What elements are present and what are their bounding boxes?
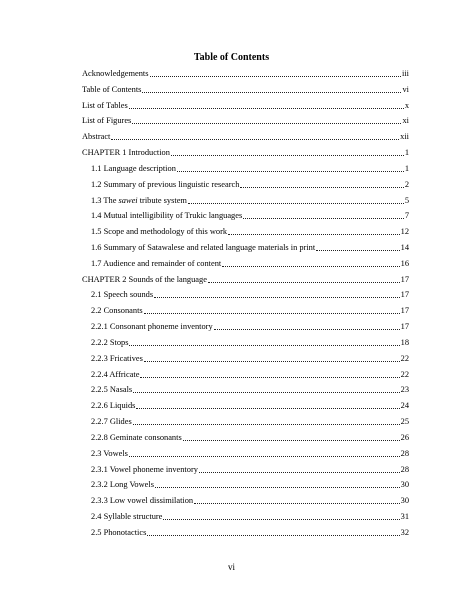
dot-leader [136, 399, 399, 409]
toc-entry-label: 2.2.7 Glides [91, 417, 132, 427]
toc-entry[interactable] [82, 114, 409, 127]
toc-entry-label: 1.5 Scope and methodology of this work [91, 227, 228, 237]
dot-leader [129, 447, 400, 457]
dot-leader [208, 273, 400, 283]
dot-leader [243, 209, 404, 219]
toc-entry-page: 26 [400, 432, 409, 442]
toc-entry[interactable] [82, 83, 409, 96]
toc-entry-page: xii [400, 132, 409, 142]
toc-entry[interactable] [82, 130, 409, 143]
toc-entry-page: xi [402, 116, 409, 126]
toc-entry-label: CHAPTER 2 Sounds of the language [82, 274, 207, 284]
dot-leader [183, 431, 400, 441]
toc-entry[interactable] [91, 494, 409, 507]
toc-entry-page: vi [402, 84, 409, 94]
toc-entry[interactable] [91, 178, 409, 191]
toc-entry-label: Acknowledgements [82, 69, 149, 78]
dot-leader [129, 336, 399, 346]
dot-leader [171, 146, 404, 156]
toc-entry-label-italic: sawei [118, 195, 138, 205]
dot-leader [199, 463, 400, 473]
toc-entry-label: 1.6 Summary of Satawalese and related language materials in print [91, 243, 316, 253]
toc-entry-page: 18 [400, 337, 409, 347]
toc-entry-label: Abstract [82, 132, 111, 142]
toc-entry-label: 2.5 Phonotactics [91, 527, 147, 537]
dot-leader [154, 288, 400, 298]
toc-entry-page: 22 [400, 353, 409, 363]
toc-entry-page: 23 [400, 385, 409, 395]
toc-entry-page: 31 [400, 511, 409, 521]
toc-entry-label-part: tribute system [137, 195, 187, 205]
toc-entry-page: x [404, 100, 409, 110]
toc-entry[interactable] [91, 257, 409, 270]
toc-entry-label: 2.4 Syllable structure [91, 511, 163, 521]
toc-entry[interactable] [91, 510, 409, 523]
toc-entry[interactable] [91, 415, 409, 428]
toc-entry-page: 25 [400, 417, 409, 427]
toc-entry[interactable] [91, 194, 409, 207]
toc-entry-label: 2.2.3 Fricatives [91, 353, 143, 363]
toc-entry-label: 2.2.8 Geminate consonants [91, 432, 182, 442]
toc-entry[interactable] [91, 368, 409, 381]
dot-leader [132, 114, 401, 124]
toc-entry[interactable] [91, 478, 409, 491]
toc-entry[interactable] [91, 526, 409, 539]
toc-entry-label: 2.2.2 Stops [91, 337, 129, 347]
toc-entry[interactable] [82, 146, 409, 159]
toc-entry[interactable] [82, 99, 409, 112]
dot-leader [144, 352, 400, 362]
toc-entry-label: Table of Contents [82, 84, 142, 94]
toc-entry[interactable] [91, 336, 409, 349]
toc-entry[interactable] [91, 225, 409, 238]
toc-entry[interactable] [91, 383, 409, 396]
toc-entry-label: 2.3.3 Low vowel dissimilation [91, 496, 194, 506]
dot-leader [129, 99, 404, 109]
toc-entry-label: 2.2.5 Nasals [91, 385, 133, 395]
toc-entry[interactable] [82, 273, 409, 286]
toc-entry[interactable] [91, 162, 409, 175]
toc-entry-page: 17 [400, 306, 409, 316]
toc-entry-page: 32 [400, 527, 409, 537]
toc-entry[interactable] [91, 288, 409, 301]
dot-leader [214, 320, 400, 330]
toc-entry-page: 28 [400, 448, 409, 458]
toc-entry-page: 24 [400, 401, 409, 411]
dot-leader [228, 225, 400, 235]
dot-leader [144, 304, 400, 314]
toc-entry-page: 17 [400, 322, 409, 332]
toc-entry-page: 28 [400, 464, 409, 474]
toc-entry-label: 2.1 Speech sounds [91, 290, 154, 300]
toc-entry-page: 7 [404, 211, 409, 221]
dot-leader [140, 368, 399, 378]
toc-entry[interactable] [91, 304, 409, 317]
page-number: vi [227, 562, 235, 572]
toc-entry-label-part: 1.3 The [91, 195, 119, 205]
toc-entry-label: 1.7 Audience and remainder of content [91, 258, 222, 268]
toc-entry-label: 2.2.1 Consonant phoneme inventory [91, 322, 213, 332]
toc-entry-label: List of Tables [82, 100, 128, 110]
toc-entry[interactable] [91, 320, 409, 333]
toc-entry-label: CHAPTER 1 Introduction [82, 148, 170, 158]
dot-leader [147, 526, 399, 536]
toc-entry-label: 1.4 Mutual intelligibility of Trukic languages [91, 211, 243, 221]
dot-leader [133, 415, 400, 425]
toc-entry[interactable] [91, 399, 409, 412]
toc-entry-page: 5 [404, 195, 409, 205]
dot-leader [240, 178, 403, 188]
toc-entry[interactable] [91, 209, 409, 222]
dot-leader [133, 383, 399, 393]
toc-entry-page: 16 [400, 258, 409, 268]
dot-leader [316, 241, 399, 251]
toc-entry[interactable] [91, 352, 409, 365]
dot-leader [111, 130, 399, 140]
toc-entry[interactable] [91, 241, 409, 254]
toc-entry-label: 2.3 Vowels [91, 448, 128, 458]
toc-entry-label: 2.2.4 Affricate [91, 369, 140, 379]
toc-entry-page: 22 [400, 369, 409, 379]
toc-entry[interactable] [91, 431, 409, 444]
dot-leader [163, 510, 399, 520]
toc-entry-page: 17 [400, 274, 409, 284]
dot-leader [222, 257, 399, 267]
toc-entry-page: 12 [400, 227, 409, 237]
toc-entry-page: 14 [400, 243, 409, 253]
toc-entry-page: 17 [400, 290, 409, 300]
toc-entry-label: 2.2 Consonants [91, 306, 143, 316]
toc-entry-label: 2.3.1 Vowel phoneme inventory [91, 464, 198, 474]
dot-leader [150, 67, 401, 77]
toc-entry-label: 2.2.6 Liquids [91, 401, 136, 411]
dot-leader [194, 494, 400, 504]
toc-entry-page: 1 [404, 148, 409, 158]
toc-entry-page: 1 [404, 163, 409, 173]
toc-entry-label [91, 194, 187, 207]
toc-entry-label: List of Figures [82, 116, 132, 126]
toc-entry-page: 30 [400, 496, 409, 506]
toc-entry[interactable] [91, 447, 409, 460]
toc-entry-label: 1.2 Summary of previous linguistic research [91, 179, 240, 189]
dot-leader [155, 478, 400, 488]
toc-entry-label: 2.3.2 Long Vowels [91, 480, 154, 490]
toc-entry[interactable] [91, 463, 409, 476]
toc-entry[interactable] [82, 67, 409, 80]
toc-entry-label: 1.1 Language description [91, 163, 176, 173]
dot-leader [188, 194, 404, 204]
toc-entry-page: iii [402, 69, 409, 78]
page-title: Table of Contents [193, 52, 270, 63]
dot-leader [177, 162, 404, 172]
toc-entry-page: 30 [400, 480, 409, 490]
dot-leader [142, 83, 401, 93]
toc-entry-page: 2 [404, 179, 409, 189]
